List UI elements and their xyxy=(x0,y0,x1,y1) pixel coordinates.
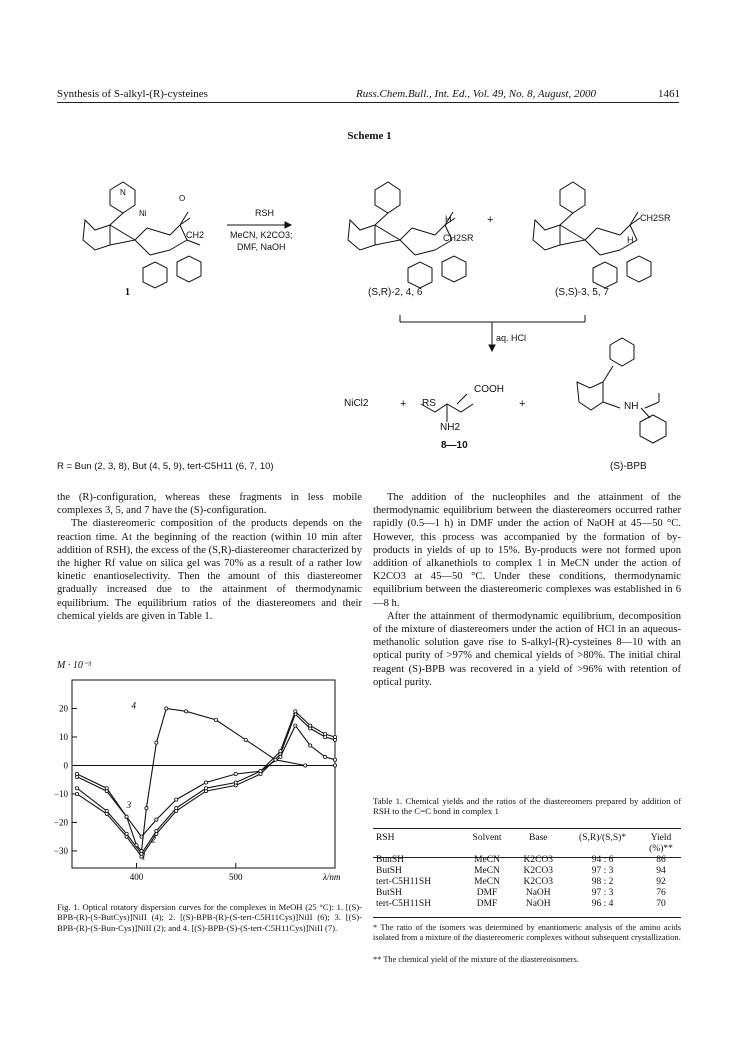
table-cell: tert-C5H11SH xyxy=(376,877,432,887)
reagent-dmf: DMF, NaOH xyxy=(237,242,286,252)
rs-label: RS xyxy=(422,398,436,409)
product-sr-label: (S,R)-2, 4, 6 xyxy=(368,287,423,298)
series-point-2 xyxy=(204,787,207,790)
y-tick-label: 10 xyxy=(59,731,68,742)
table-cell: NaOH xyxy=(525,888,551,898)
left-paragraph-1: the (R)-configuration, whereas these fragments in less mobile complexes 3, 5, and 7 have the (S)-configuration. xyxy=(57,492,362,517)
table-footnote-2: ** The chemical yield of the mixture of the diastereoisomers. xyxy=(373,955,579,964)
y-tick-label: −20 xyxy=(53,817,68,828)
table-cell: BunSH xyxy=(376,855,404,865)
table-cell: 97 : 3 xyxy=(591,888,614,898)
table-header-row xyxy=(373,833,681,855)
y-tick-label: 20 xyxy=(59,703,68,714)
chart-frame xyxy=(72,680,335,868)
table-cell: 98 : 2 xyxy=(591,877,614,887)
left-column xyxy=(57,491,362,623)
table-cell: K2CO3 xyxy=(523,866,554,876)
y-tick-label: −30 xyxy=(53,845,68,856)
product-ss-label: (S,S)-3, 5, 7 xyxy=(555,287,609,298)
series-point-4 xyxy=(274,758,277,761)
bpb-label: (S)-BPB xyxy=(610,461,647,472)
scheme-title: Scheme 1 xyxy=(347,130,392,142)
series-point-2 xyxy=(175,807,178,810)
table-cell: 97 : 3 xyxy=(591,866,614,876)
series-point-3 xyxy=(234,772,237,775)
header-rule xyxy=(57,102,679,103)
table-cell: 94 : 6 xyxy=(591,855,614,865)
y-tick-label: 0 xyxy=(63,760,68,771)
nicl2-label: NiCl2 xyxy=(344,398,369,409)
series-line-1 xyxy=(77,714,335,856)
series-point-4 xyxy=(333,764,336,767)
x-tick-label: 500 xyxy=(229,872,243,882)
series-point-3 xyxy=(294,724,297,727)
plus-sign-3: + xyxy=(519,398,526,410)
table-cell: 76 xyxy=(656,888,666,898)
table-row xyxy=(373,866,681,877)
series-label-3: 3 xyxy=(126,800,132,811)
series-label-2: 2 xyxy=(151,834,156,845)
journal-ref: Russ.Chem.Bull., Int. Ed., Vol. 49, No. 8, August, 2000 xyxy=(356,88,596,100)
y-tick-label: −10 xyxy=(53,788,68,799)
table-cell: tert-C5H11SH xyxy=(376,899,432,909)
table-footnote-1: * The ratio of the isomers was determined by enantiomeric analysis of the amino acids isolated from a mixture of the diastereomeric complexes without subsequent crystallization. xyxy=(373,923,681,943)
series-point-1 xyxy=(75,792,78,795)
reagent-rsh: RSH xyxy=(255,208,275,218)
series-point-4 xyxy=(105,787,108,790)
series-point-3 xyxy=(333,758,336,761)
right-paragraph-1: The addition of the nucleophiles and the attainment of the thermodynamic equilibrium between the diastereomers occurred rather rapidly (0.5—1 h) in DMF under the action of NaOH at 45—50 °C. However, this process was accompanied by the formation of by-products in yields of up to 15%. By-products were not formed upon addition of alkanethiols to complex 1 in MeCN under the action of K2CO3 at 45—50 °C. Under these conditions, thermodynamic equilibrium between the diastereomeric complexes was established in 6—8 h. xyxy=(373,492,681,609)
table-cell: ButSH xyxy=(376,888,402,898)
scheme-atom-n: N xyxy=(120,188,126,197)
table-row xyxy=(373,877,681,888)
scheme-graphic xyxy=(55,150,680,480)
amino-acid-label: 8—10 xyxy=(441,440,468,451)
series-point-4 xyxy=(304,764,307,767)
table-cell: MeCN xyxy=(474,855,500,865)
series-point-4 xyxy=(165,707,168,710)
series-point-4 xyxy=(145,807,148,810)
series-point-3 xyxy=(279,755,282,758)
table-row xyxy=(373,888,681,899)
series-point-2 xyxy=(333,735,336,738)
reagent-mecn: MeCN, K2CO3; xyxy=(230,230,293,240)
aq-hcl-label: aq. HCl xyxy=(496,333,527,343)
col-rsh: RSH xyxy=(376,833,395,843)
series-point-3 xyxy=(175,798,178,801)
table-cell: 96 : 4 xyxy=(591,899,614,909)
series-point-3 xyxy=(155,818,158,821)
table-row xyxy=(373,855,681,866)
table-top-rule xyxy=(373,828,681,829)
r-definitions: R = Bun (2, 3, 8), But (4, 5, 9), tert-C5H11 (6, 7, 10) xyxy=(57,461,274,472)
bpb-structure xyxy=(577,338,666,443)
col-solvent: Solvent xyxy=(472,833,502,843)
scheme-atom-o: O xyxy=(179,194,186,203)
table-row xyxy=(373,899,681,910)
table-cell: K2CO3 xyxy=(523,855,554,865)
series-point-4 xyxy=(125,815,128,818)
ord-chart xyxy=(50,672,370,894)
series-point-2 xyxy=(75,787,78,790)
ss-h: H xyxy=(627,235,634,245)
series-point-3 xyxy=(323,755,326,758)
series-point-4 xyxy=(135,844,138,847)
series-point-2 xyxy=(279,750,282,753)
series-point-4 xyxy=(155,741,158,744)
series-point-2 xyxy=(234,781,237,784)
ss-ch2sr: CH2SR xyxy=(640,213,671,223)
series-point-3 xyxy=(259,770,262,773)
table-cell: DMF xyxy=(476,899,498,909)
table-cell: 92 xyxy=(656,877,666,887)
x-axis-label: λ/nm xyxy=(323,872,341,882)
series-point-2 xyxy=(155,829,158,832)
running-title: Synthesis of S-alkyl-(R)-cysteines xyxy=(57,88,208,100)
nh2-label: NH2 xyxy=(440,422,461,433)
series-label-4: 4 xyxy=(131,700,137,711)
series-point-4 xyxy=(244,738,247,741)
yields-table xyxy=(373,833,681,910)
series-point-3 xyxy=(204,781,207,784)
table-cell: MeCN xyxy=(474,877,500,887)
chart-ylabel: M · 10⁻³ xyxy=(57,660,92,671)
table-cell: MeCN xyxy=(474,866,500,876)
table-caption: Table 1. Chemical yields and the ratios of the diastereomers prepared by addition of RSH to the C=C bond in complex 1 xyxy=(373,796,681,817)
x-tick-label: 400 xyxy=(129,872,144,882)
series-point-2 xyxy=(309,724,312,727)
table-cell: 86 xyxy=(656,855,666,865)
series-label-1: 1 xyxy=(141,851,146,862)
series-point-2 xyxy=(294,710,297,713)
table-cell: ButSH xyxy=(376,866,402,876)
page-number: 1461 xyxy=(658,88,680,100)
series-point-4 xyxy=(75,772,78,775)
table-cell: 70 xyxy=(656,899,666,909)
plus-sign-2: + xyxy=(400,398,407,410)
col-ratio: (S,R)/(S,S)* xyxy=(579,833,627,843)
plus-sign-1: + xyxy=(487,214,494,226)
sr-ch2sr: CH2SR xyxy=(443,233,474,243)
table-cell: 94 xyxy=(656,866,666,876)
cooh-label: COOH xyxy=(474,384,504,395)
series-point-2 xyxy=(323,733,326,736)
left-paragraph-2: The diastereomeric composition of the products depends on the reaction time. At the beginning of the reaction (within 10 min after addition of RSH), the excess of the (S,R)-diastereomer characterized by the higher Rf value on silica gel was 70% as a result of a rather low kinetic enantioselectivity. Then the amount of this diastereomer gradually increased due to the attainment of thermodynamic equilibrium. The equilibrium ratios of the diastereomers and their chemical yields are given in Table 1. xyxy=(57,518,362,622)
table-bottom-rule xyxy=(373,917,681,918)
col-yield: Yield (%)** xyxy=(649,833,673,854)
table-cell: NaOH xyxy=(525,899,551,909)
scheme-atom-ni: Ni xyxy=(139,209,147,218)
table-cell: K2CO3 xyxy=(523,877,554,887)
figure-caption: Fig. 1. Optical rotatory dispersion curves for the complexes in MeOH (25 °C): 1. [(S)-BPB-(R)-(S-ButCys)]NiII (4); 2. [(S)-BPB-(R)-(S-tert-C5H11Cys)]NiII (6); 3. [(S)-BPB-(R)-(S-Bun-Cys)]NiII (2); and 4. [(S)-BPB-(S)-(S-tert-C5H11Cys)]NiII (7). xyxy=(57,902,362,933)
series-point-2 xyxy=(105,809,108,812)
series-point-2 xyxy=(125,832,128,835)
compound1-ch2: CH2 xyxy=(186,230,205,240)
sr-h: H xyxy=(445,214,452,224)
compound1-label: 1 xyxy=(125,287,130,298)
series-line-4 xyxy=(77,709,335,851)
series-point-4 xyxy=(185,710,188,713)
right-paragraph-2: After the attainment of thermodynamic equilibrium, decomposition of the mixture of diastereomers under the action of HCl in an aqueous-methanolic solution gave rise to S-alkyl-(R)-cysteines 8—10 with an optical purity of >97% and chemical yields of >80%. The initial chiral reagent (S)-BPB was recovered in a yield of >96% with retention of optical purity. xyxy=(373,610,681,688)
table-cell: DMF xyxy=(476,888,498,898)
col-base: Base xyxy=(529,833,548,843)
series-point-3 xyxy=(309,744,312,747)
series-point-4 xyxy=(214,718,217,721)
right-column xyxy=(373,491,681,689)
bpb-nh: NH xyxy=(624,401,639,412)
